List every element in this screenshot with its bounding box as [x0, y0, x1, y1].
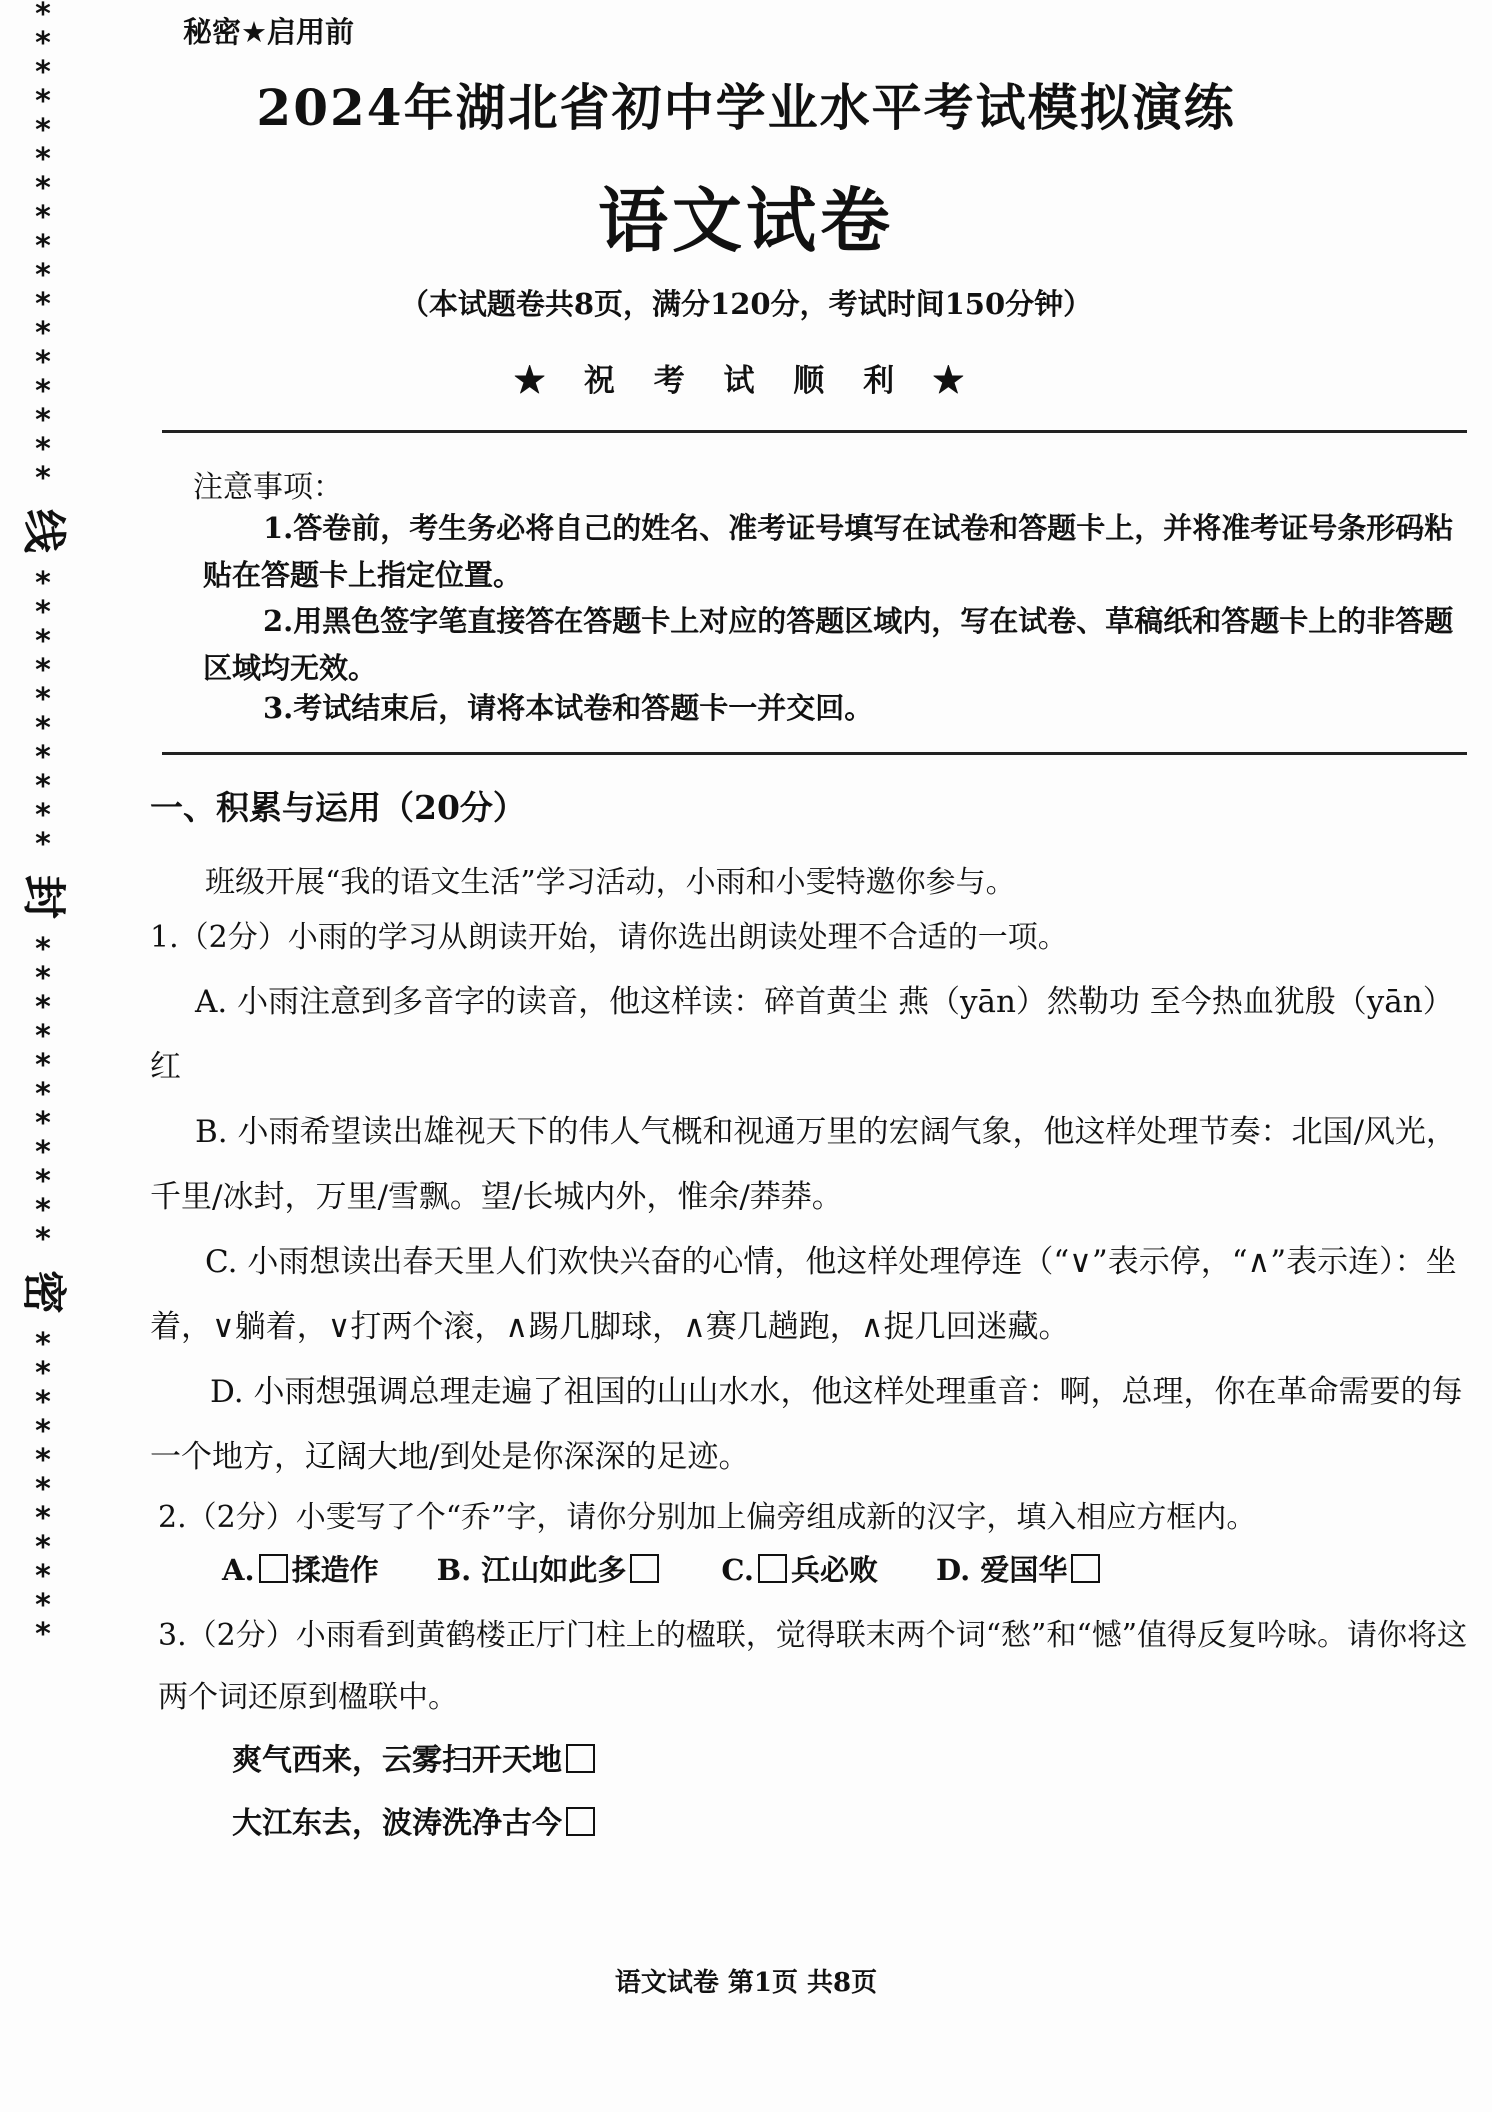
answer-box[interactable] — [259, 1554, 288, 1583]
good-luck-banner: ★ 祝 考 试 顺 利 ★ — [514, 363, 978, 399]
answer-box[interactable] — [1071, 1554, 1100, 1583]
section-title: 一、积累与运用（20分） — [150, 788, 526, 827]
question-2-stem: 2.（2分）小雯写了个“乔”字，请你分别加上偏旁组成新的汉字，填入相应方框内。 — [158, 1500, 1257, 1535]
question-2-option-a: A. 揉造作 — [222, 1553, 379, 1587]
activity-intro: 班级开展“我的语文生活”学习活动，小雨和小雯特邀你参与。 — [205, 865, 1016, 900]
couplet-line-2: 大江东去，波涛洗净古今 — [232, 1798, 599, 1842]
binding-mark-line: 线 — [18, 509, 69, 553]
binding-stars-lower: * * * * * * * * * * * — [35, 932, 51, 1257]
question-2-option-b: B. 江山如此多 — [437, 1548, 664, 1589]
binding-mark-seal: 封 — [18, 875, 69, 919]
question-1-option-a: A. 小雨注意到多音字的读音，他这样读：碎首黄尘 燕（yān）然勒功 至今热血犹殷（yān）红 — [150, 984, 1454, 1085]
question-1-option-c: C. 小雨想读出春天里人们欢快兴奋的心情，他这样处理停连（“∨”表示停，“∧”表示连）：坐着，∨躺着，∨打两个滚，∧踢几脚球，∧赛几趟跑，∧捉几回迷藏。 — [150, 1244, 1457, 1345]
question-2-option-c: C. 兵必败 — [721, 1553, 879, 1587]
binding-stars-bottom: * * * * * * * * * * * — [35, 1327, 51, 1652]
answer-box[interactable] — [630, 1554, 659, 1583]
question-3-stem: 3.（2分）小雨看到黄鹤楼正厅门柱上的楹联，觉得联末两个词“愁”和“憾”值得反复吟咏。请你将这两个词还原到楹联中。 — [158, 1618, 1468, 1715]
question-2-option-d: D. 爱国华 — [936, 1548, 1104, 1589]
exam-info: （本试题卷共8页，满分120分，考试时间150分钟） — [399, 287, 1093, 321]
question-1-option-d: D. 小雨想强调总理走遍了祖国的山山水水，他这样处理重音：啊，总理，你在革命需要的每一个地方，辽阔大地/到处是你深深的足迹。 — [150, 1374, 1463, 1475]
question-1-option-b: B. 小雨希望读出雄视天下的伟人气概和视通万里的宏阔气象，他这样处理节奏：北国/风光，千里/冰封，万里/雪飘。望/长城内外，惟余/莽莽。 — [150, 1114, 1457, 1215]
notice-item: 1.答卷前，考生务必将自己的姓名、准考证号填写在试卷和答题卡上，并将准考证号条形码粘贴在答题卡上指定位置。 — [203, 511, 1454, 592]
exam-title: 2024年湖北省初中学业水平考试模拟演练 — [256, 78, 1236, 137]
binding-mark-dense: 密 — [18, 1270, 69, 1314]
notice-heading: 注意事项： — [193, 470, 343, 505]
answer-box[interactable] — [758, 1554, 787, 1583]
divider-top — [162, 430, 1467, 433]
answer-box[interactable] — [566, 1807, 595, 1836]
question-2-options — [222, 1548, 1472, 1589]
binding-stars-top: * * * * * * * * * * * * * * * * * — [35, 0, 51, 496]
couplet-line-1: 爽气西来，云雾扫开天地 — [232, 1735, 599, 1779]
page-footer: 语文试卷 第1页 共8页 — [614, 1968, 878, 1998]
confidential-label: 秘密★启用前 — [183, 15, 354, 49]
subject-title: 语文试卷 — [598, 179, 894, 262]
notice-item: 3.考试结束后，请将本试卷和答题卡一并交回。 — [263, 691, 874, 725]
divider-bottom — [162, 752, 1467, 755]
binding-stars-middle: * * * * * * * * * * — [35, 566, 51, 862]
answer-box[interactable] — [566, 1744, 595, 1773]
notice-item: 2.用黑色签字笔直接答在答题卡上对应的答题区域内，写在试卷、草稿纸和答题卡上的非答题区域均无效。 — [203, 604, 1454, 685]
question-1-stem: 1.（2分）小雨的学习从朗读开始，请你选出朗读处理不合适的一项。 — [150, 920, 1068, 955]
